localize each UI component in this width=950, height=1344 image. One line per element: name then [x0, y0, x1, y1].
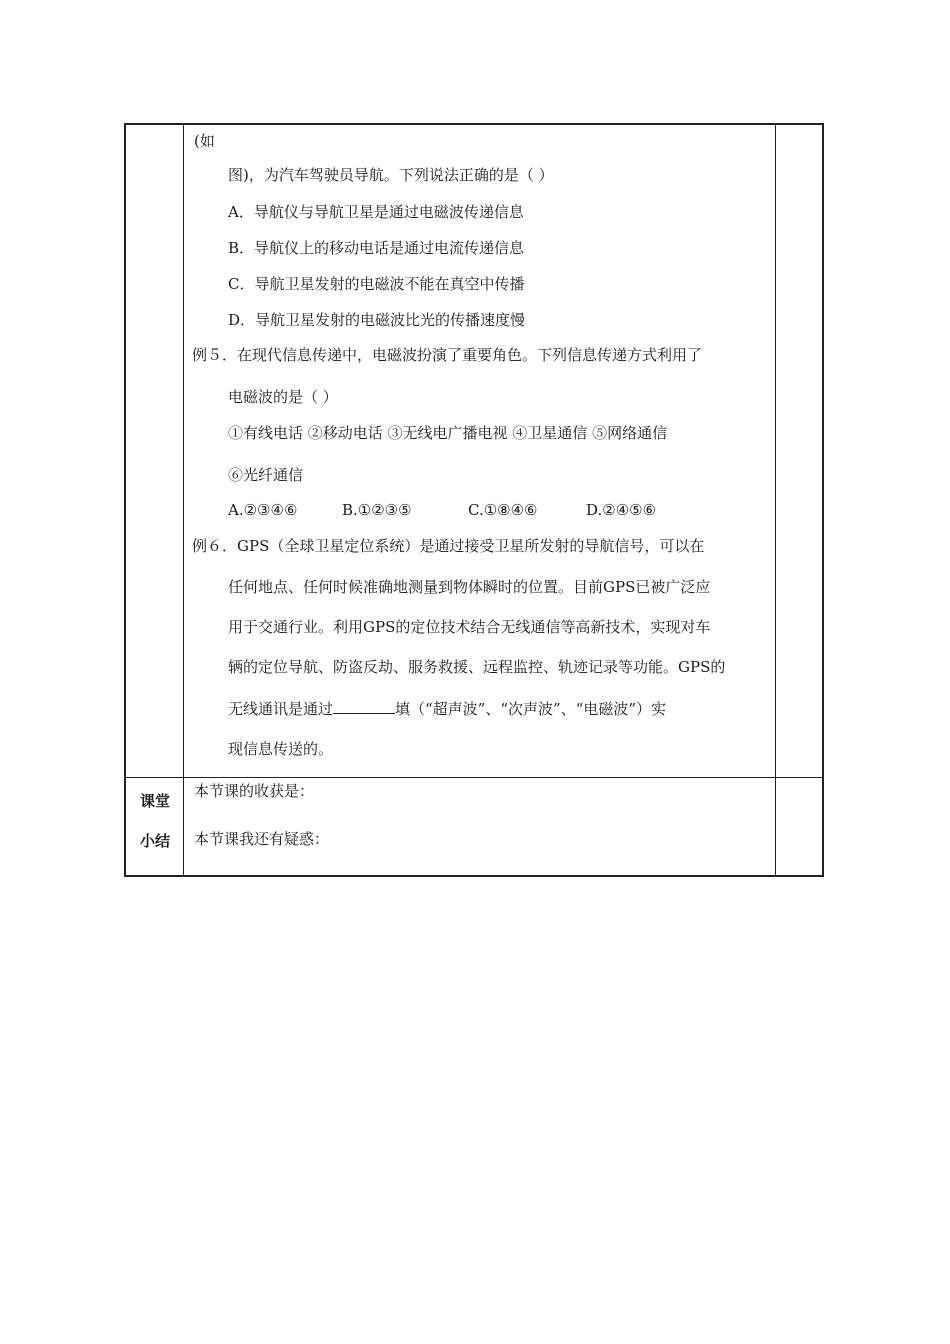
- row-divider: [126, 777, 822, 778]
- q6-line-5: [228, 699, 666, 719]
- q5-choice-d: D.②④⑤⑥: [586, 501, 657, 519]
- q4-option-a: A．导航仪与导航卫星是通过电磁波传递信息: [228, 203, 524, 221]
- summary-doubt-text: 本节课我还有疑惑：: [194, 830, 330, 848]
- q4-line-2: 图)，为汽车驾驶员导航。下列说法正确的是（ ）: [228, 166, 554, 184]
- column-divider-right: [775, 125, 776, 875]
- q4-option-b: B．导航仪上的移动电话是通过电流传递信息: [228, 239, 525, 257]
- q6-line-3: 用于交通行业。利用GPS的定位技术结合无线通信等高新技术，实现对车: [228, 618, 711, 636]
- q5-choice-c: C.①⑧④⑥: [468, 501, 538, 519]
- q4-line-1: (如: [194, 132, 215, 150]
- q5-choice-a: A.②③④⑥: [228, 501, 298, 519]
- summary-label-line-2: 小结: [140, 832, 171, 850]
- q5-line-2: 电磁波的是（ ）: [228, 388, 338, 406]
- lesson-table: [124, 123, 824, 877]
- q6-line-5-pre: 无线通讯是通过: [228, 700, 334, 718]
- summary-label-line-1: 课堂: [140, 792, 171, 810]
- q6-line-5-post: 填（“超声波”、“次声波”、“电磁波”）实: [395, 700, 667, 718]
- summary-gain-text: 本节课的收获是：: [194, 782, 315, 800]
- q6-line-2: 任何地点、任何时候准确地测量到物体瞬时的位置。目前GPS已被广泛应: [228, 578, 711, 596]
- column-divider-left: [183, 125, 184, 875]
- q4-option-d: D．导航卫星发射的电磁波比光的传播速度慢: [228, 311, 526, 329]
- q5-line-1: 例５．在现代信息传递中，电磁波扮演了重要角色。下列信息传递方式利用了: [192, 346, 703, 364]
- q6-line-4: 辆的定位导航、防盗反劫、服务救援、远程监控、轨迹记录等功能。GPS的: [228, 658, 726, 676]
- q4-option-c: C．导航卫星发射的电磁波不能在真空中传播: [228, 275, 525, 293]
- q5-choice-b: B.①②③⑤: [342, 501, 412, 519]
- q5-items-line-2: ⑥光纤通信: [228, 466, 304, 484]
- q6-line-1: 例６．GPS（全球卫星定位系统）是通过接受卫星所发射的导航信号，可以在: [192, 537, 705, 555]
- q6-line-6: 现信息传送的。: [228, 740, 334, 758]
- q5-items-line-1: ①有线电话 ②移动电话 ③无线电广播电视 ④卫星通信 ⑤网络通信: [228, 424, 668, 442]
- answer-blank: [333, 699, 395, 714]
